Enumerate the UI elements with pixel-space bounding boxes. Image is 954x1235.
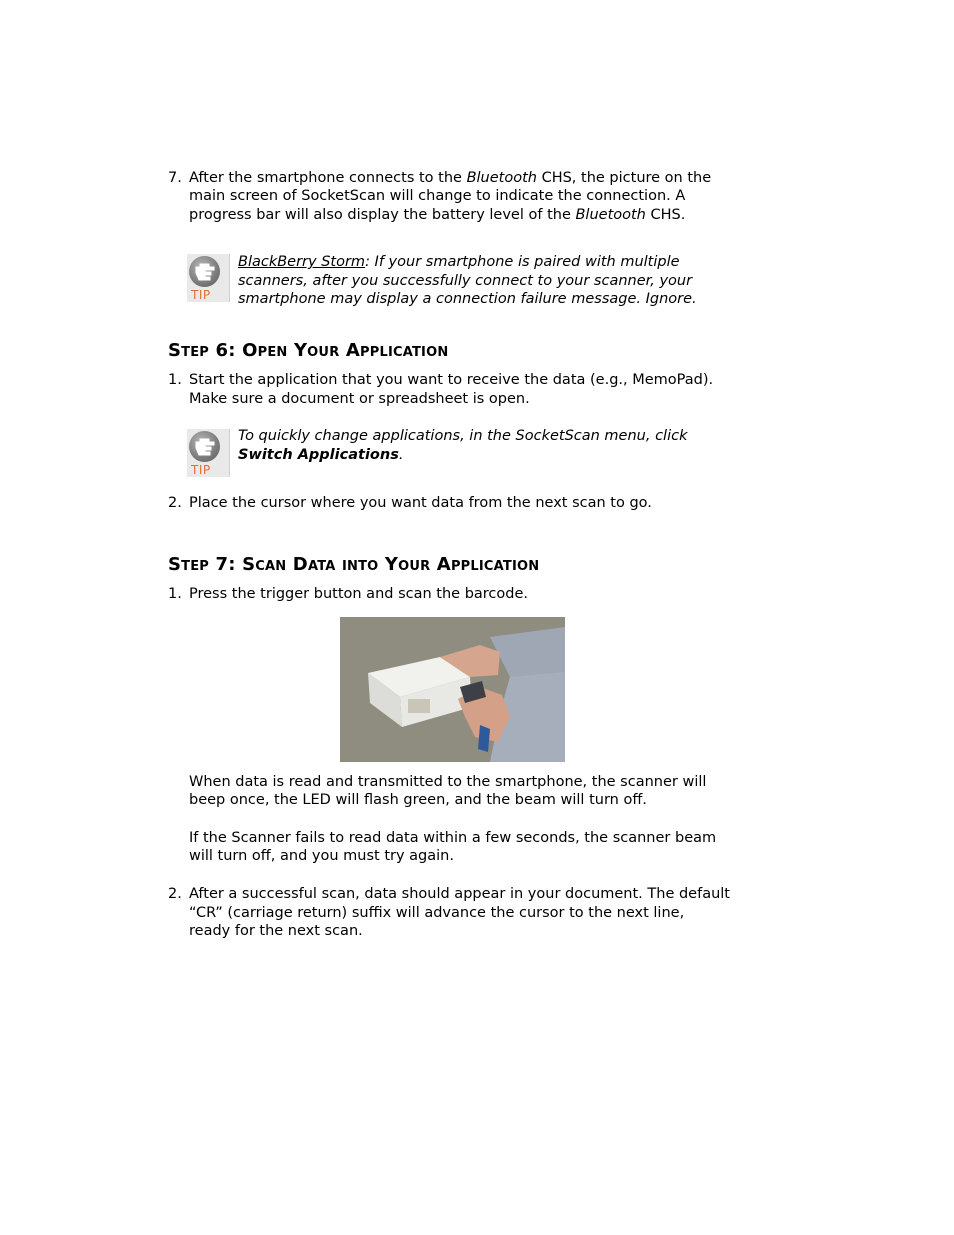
pointing-hand-icon [189, 256, 220, 287]
item7-line1: After the smartphone connects to the Bluetooth CHS, the picture on the [189, 170, 712, 186]
step7-heading: Step 7: Scan Data into Your Application [168, 554, 540, 575]
step7-item2-line3: ready for the next scan. [189, 923, 363, 939]
step7-para2-line1: If the Scanner fails to read data within a few seconds, the scanner beam [189, 830, 717, 846]
item7-line2: main screen of SocketScan will change to indicate the connection. A [189, 188, 686, 204]
list-number: 1. [168, 586, 182, 602]
list-number: 2. [168, 495, 182, 511]
list-number: 1. [168, 372, 182, 388]
switch-applications-text: Switch Applications [238, 447, 399, 463]
step7-para2-line2: will turn off, and you must try again. [189, 848, 454, 864]
step7-para1-line2: beep once, the LED will flash green, and the beam will turn off. [189, 792, 647, 808]
tip1-line2: scanners, after you successfully connect to your scanner, your [238, 273, 693, 289]
step7-item2-line2: “CR” (carriage return) suffix will advance the cursor to the next line, [189, 905, 685, 921]
step6-item1-line2: Make sure a document or spreadsheet is open. [189, 391, 530, 407]
list-number: 7. [168, 170, 182, 186]
tip2-line2: Switch Applications. [238, 447, 404, 463]
step6-item2-line1: Place the cursor where you want data from the next scan to go. [189, 495, 652, 511]
tip2-line1: To quickly change applications, in the SocketScan menu, click [238, 428, 688, 444]
step7-item2-line1: After a successful scan, data should appear in your document. The default [189, 886, 730, 902]
tip-icon [187, 429, 230, 477]
tip-label: TIP [191, 463, 211, 477]
step7-para1-line1: When data is read and transmitted to the smartphone, the scanner will [189, 774, 707, 790]
step6-heading: Step 6: Open Your Application [168, 340, 449, 361]
tip-icon [187, 254, 230, 302]
list-number: 2. [168, 886, 182, 902]
tip1-line1: BlackBerry Storm: If your smartphone is paired with multiple [238, 254, 680, 270]
step6-item1-line1: Start the application that you want to receive the data (e.g., MemoPad). [189, 372, 714, 388]
tip-label: TIP [191, 288, 211, 302]
item7-line3: progress bar will also display the battery level of the Bluetooth CHS. [189, 207, 686, 223]
blackberry-storm-link: BlackBerry Storm [238, 254, 366, 270]
pointing-hand-icon [189, 431, 220, 462]
tip1-line3: smartphone may display a connection failure message. Ignore. [238, 291, 697, 307]
step7-item1-line1: Press the trigger button and scan the barcode. [189, 586, 529, 602]
scanning-photo [340, 617, 565, 762]
